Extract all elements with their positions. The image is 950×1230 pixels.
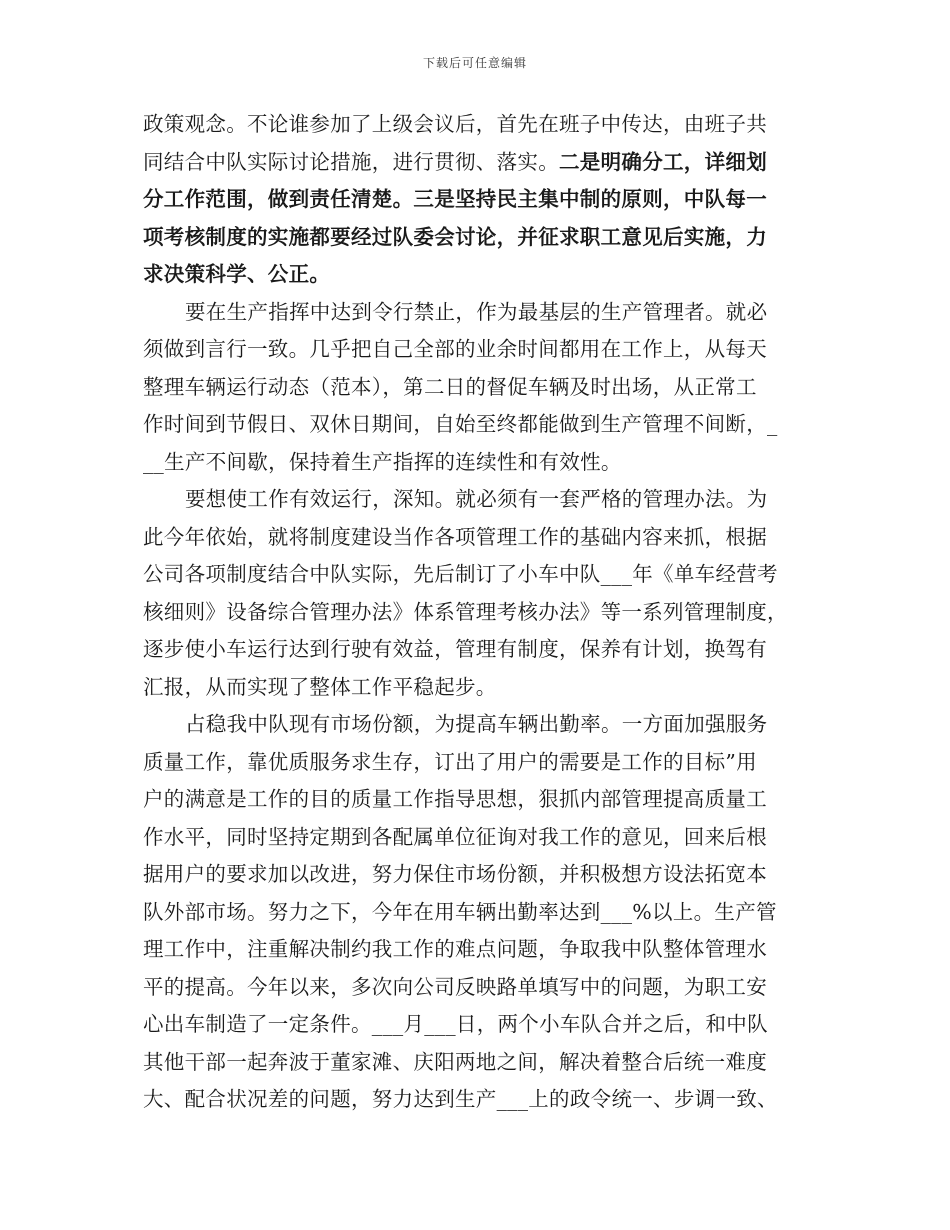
text-run: 核细则》设备综合管理办法》体系管理考核办法》等一系列管理制度， bbox=[143, 599, 788, 624]
text-run: 要在生产指挥中达到令行禁止，作为最基层的生产管理者。就必 bbox=[185, 299, 768, 324]
text-run: 要想使工作有效运行，深知。就必须有一套严格的管理办法。为 bbox=[185, 487, 768, 511]
text-line bbox=[143, 519, 811, 557]
text-run: 平的提高。今年以来，多次向公司反映路单填写中的问题，为职工安 bbox=[143, 974, 767, 999]
text-run: 政策观念。不论谁参加了上级会议后，首先在班子中传达，由班子共 bbox=[143, 112, 767, 136]
text-line bbox=[143, 256, 811, 294]
text-line bbox=[143, 556, 811, 594]
text-line bbox=[143, 481, 811, 519]
text-line bbox=[143, 894, 811, 932]
text-line bbox=[143, 781, 811, 819]
bold-text-run: 项考核制度的实施都要经过队委会讨论，并征求职工意见后实施，力 bbox=[143, 224, 767, 249]
text-run: 作时间到节假日、双休日期间，自始至终都能做到生产管理不间断，_ bbox=[143, 412, 778, 436]
text-run: 同结合中队实际讨论措施，进行贯彻、落实。 bbox=[143, 149, 559, 174]
paragraph bbox=[143, 481, 811, 706]
text-run: 队外部市场。努力之下，今年在用车辆出勤率达到___%以上。生产管 bbox=[143, 899, 777, 924]
text-line bbox=[143, 369, 811, 407]
text-run: 此今年依始，就将制度建设当作各项管理工作的基础内容来抓，根据 bbox=[143, 524, 767, 549]
text-line bbox=[143, 1081, 811, 1119]
text-run: __生产不间歇，保持着生产指挥的连续性和有效性。 bbox=[143, 449, 622, 474]
text-run: 其他干部一起奔波于董家滩、庆阳两地之间，解决着整合后统一难度 bbox=[143, 1049, 767, 1074]
text-line bbox=[143, 331, 811, 369]
text-run: 大、配合状况差的问题，努力达到生产___上的政令统一、步调一致、 bbox=[143, 1087, 778, 1111]
text-line bbox=[143, 819, 811, 857]
text-line bbox=[143, 1044, 811, 1082]
text-line bbox=[143, 406, 811, 444]
text-line bbox=[143, 444, 811, 482]
text-run: 汇报，从而实现了整体工作平稳起步。 bbox=[143, 674, 497, 699]
text-line bbox=[143, 631, 811, 669]
text-run: 作水平，同时坚持定期到各配属单位征询对我工作的意见，回来后根 bbox=[143, 824, 767, 849]
text-run: 公司各项制度结合中队实际，先后制订了小车中队___年《单车经营考 bbox=[143, 562, 778, 586]
bold-text-run: 求决策科学、公正。 bbox=[143, 262, 331, 286]
bold-text-run: 分工作范围，做到责任清楚。三是坚持民主集中制的原则，中队每一 bbox=[143, 187, 767, 211]
text-line bbox=[143, 594, 811, 632]
text-line bbox=[143, 294, 811, 332]
text-line bbox=[143, 669, 811, 707]
text-line bbox=[143, 856, 811, 894]
text-run: 整理车辆运行动态（范本），第二日的督促车辆及时出场，从正常工 bbox=[143, 374, 757, 399]
paragraph bbox=[143, 106, 811, 294]
text-run: 逐步使小车运行达到行驶有效益，管理有制度，保养有计划，换驾有 bbox=[143, 637, 767, 661]
text-run: 户的满意是工作的目的质量工作指导思想，狠抓内部管理提高质量工 bbox=[143, 787, 767, 811]
text-run: 据用户的要求加以改进，努力保住市场份额，并积极想方设法拓宽本 bbox=[143, 862, 767, 886]
bold-text-run: 二是明确分工，详细划 bbox=[559, 149, 767, 174]
paragraph bbox=[143, 706, 811, 1119]
text-line bbox=[143, 1006, 811, 1044]
text-line bbox=[143, 931, 811, 969]
text-line bbox=[143, 144, 811, 182]
text-run: 质量工作，靠优质服务求生存，订出了用户的需要是工作的目标”用 bbox=[143, 749, 757, 774]
text-line bbox=[143, 181, 811, 219]
text-line bbox=[143, 706, 811, 744]
document-body bbox=[143, 106, 811, 1119]
text-line bbox=[143, 969, 811, 1007]
text-line bbox=[143, 106, 811, 144]
page-header: 下载后可任意编辑 bbox=[422, 56, 527, 70]
paragraph bbox=[143, 294, 811, 482]
text-run: 占稳我中队现有市场份额，为提高车辆出勤率。一方面加强服务 bbox=[185, 712, 768, 736]
text-line bbox=[143, 219, 811, 257]
text-run: 理工作中，注重解决制约我工作的难点问题，争取我中队整体管理水 bbox=[143, 937, 767, 961]
text-line bbox=[143, 744, 811, 782]
text-run: 须做到言行一致。几乎把自己全部的业余时间都用在工作上，从每天 bbox=[143, 337, 767, 361]
text-run: 心出车制造了一定条件。___月___日，两个小车队合并之后，和中队 bbox=[143, 1012, 768, 1036]
